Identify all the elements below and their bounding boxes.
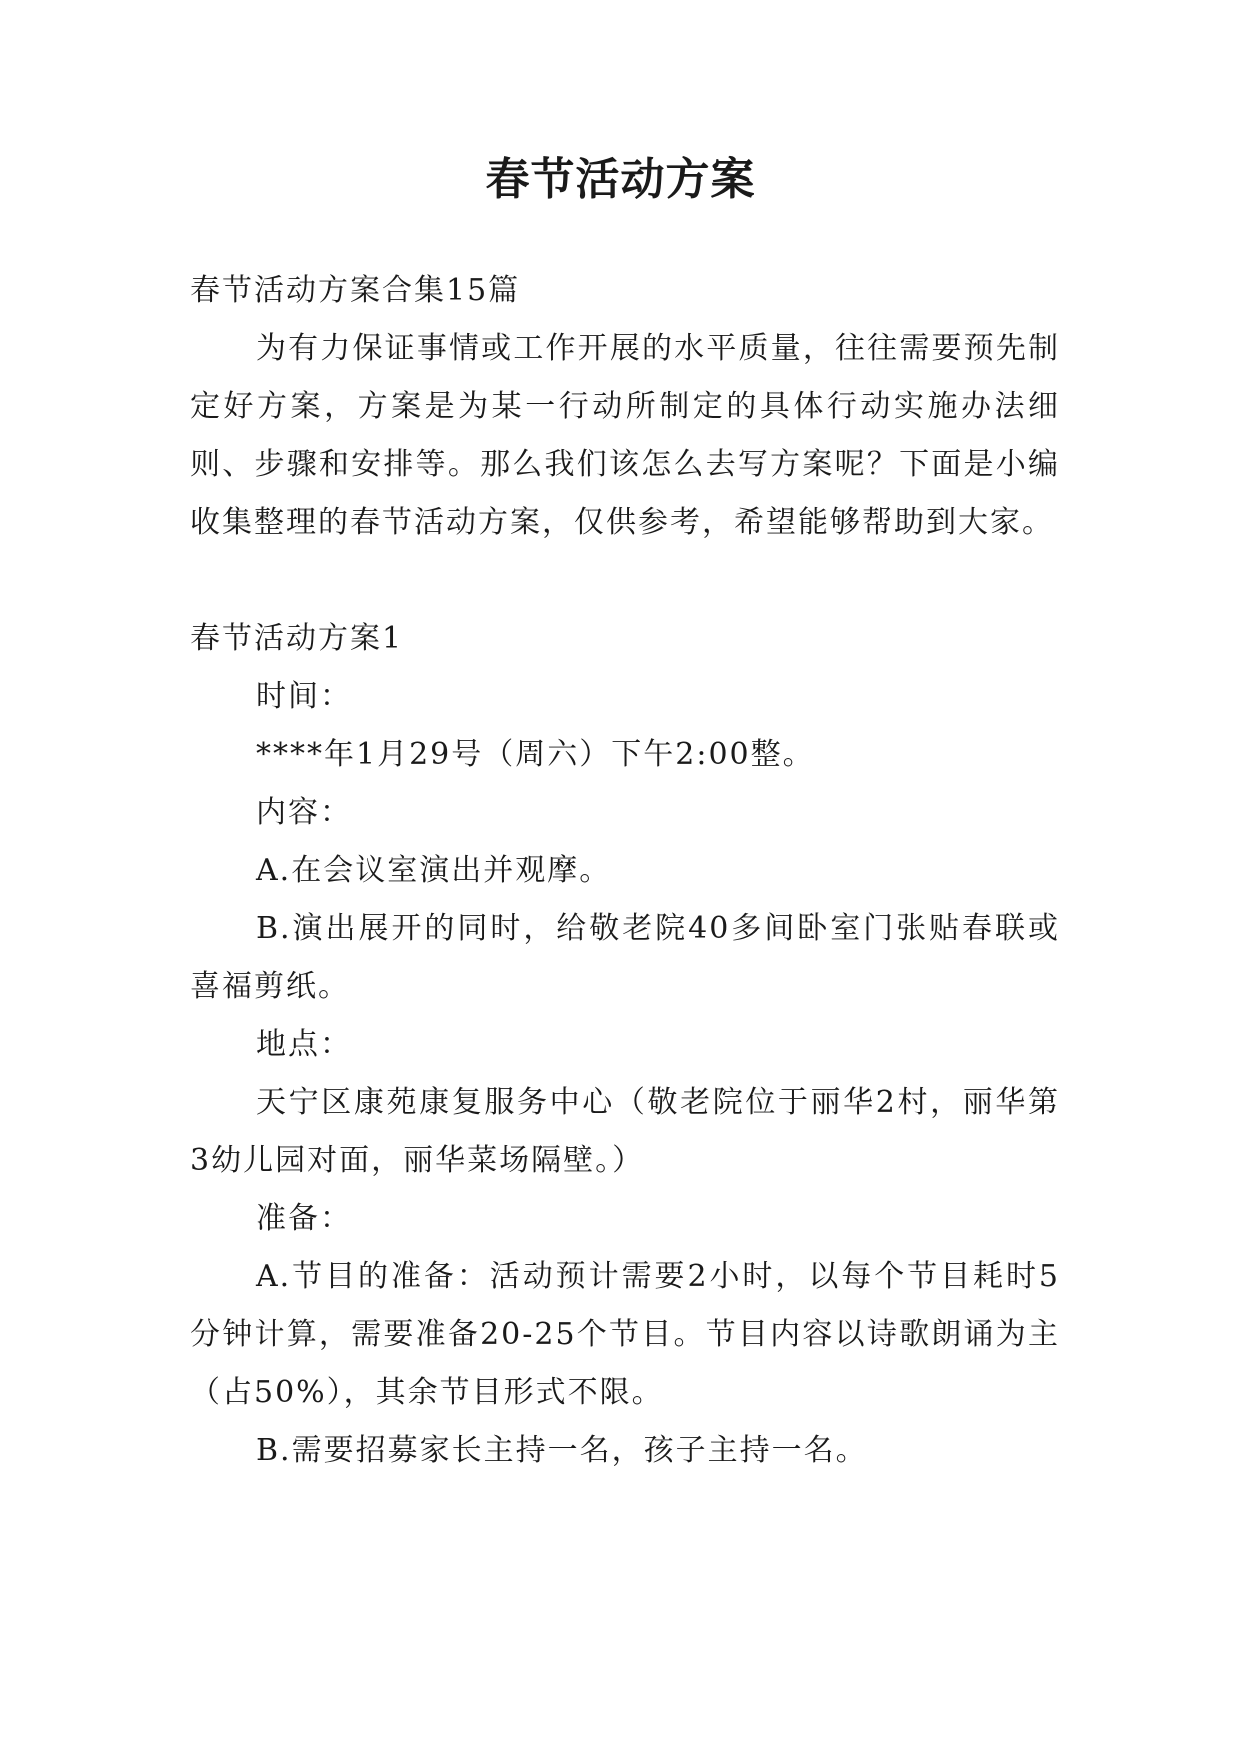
content-item-b: B.演出展开的同时，给敬老院40多间卧室门张贴春联或喜福剪纸。	[190, 911, 1060, 1004]
section-spacer	[190, 552, 1060, 610]
prep-item-a: A.节目的准备：活动预计需要2小时，以每个节目耗时5分钟计算，需要准备20-25个节目。节目内容以诗歌朗诵为主（占50%），其余节目形式不限。	[190, 1259, 1060, 1410]
prep-item-b: B.需要招募家长主持一名，孩子主持一名。	[256, 1433, 868, 1468]
time-label: 时间：	[256, 679, 352, 714]
prep-label: 准备：	[256, 1201, 352, 1236]
collection-subtitle: 春节活动方案合集15篇	[190, 273, 521, 308]
section-heading: 春节活动方案1	[190, 621, 404, 656]
place-value: 天宁区康苑康复服务中心（敬老院位于丽华2村，丽华第3幼儿园对面，丽华菜场隔壁。）	[190, 1085, 1060, 1178]
document-title: 春节活动方案	[485, 154, 756, 205]
place-label: 地点：	[256, 1027, 352, 1062]
time-value: ****年1月29号（周六）下午2:00整。	[256, 737, 815, 772]
content-item-a: A.在会议室演出并观摩。	[256, 853, 612, 888]
document-body	[190, 262, 1060, 1480]
content-label: 内容：	[256, 795, 352, 830]
intro-paragraph: 为有力保证事情或工作开展的水平质量，往往需要预先制定好方案，方案是为某一行动所制定的具体行动实施办法细则、步骤和安排等。那么我们该怎么去写方案呢？下面是小编收集整理的春节活动方案，仅供参考，希望能够帮助到大家。	[190, 331, 1060, 540]
